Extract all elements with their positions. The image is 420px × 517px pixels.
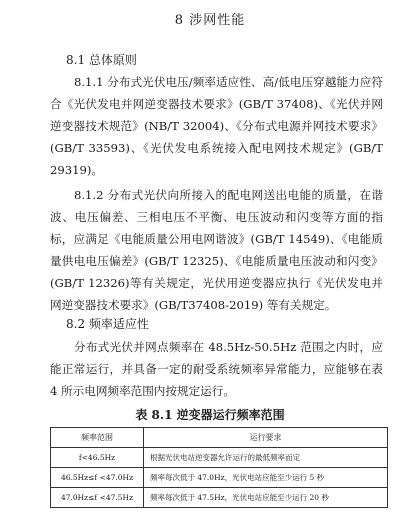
chapter-title: 8 涉网性能 [174, 13, 246, 28]
cell-frequency-range: 47.0Hz≤f <47.5Hz [51, 488, 144, 508]
cell-requirement: 频率每次低于 47.0Hz，光伏电站应能至少运行 5 秒 [144, 468, 388, 488]
cell-requirement: 频率每次低于 47.5Hz，光伏电站应能至少运行 20 秒 [144, 488, 388, 508]
table-header-row [51, 428, 388, 448]
table-row [51, 468, 388, 488]
paragraph-8-1-2: 8.1.2 分布式光伏向所接入的配电网送出电能的质量，在谐波、电压偏差、三相电压不平衡、电压波动和闪变等方面的指标，应满足《电能质量公用电网谐波》(GB/T 14549)、《电能质量供电电压偏差》(GB/T 12325)、《电能质量电压波动和闪变》(GB/T 12326)等有关规定，光伏用逆变器应执行《光伏发电并网逆变器技术要求》(GB/T37408-2019) 等有关规定。 [50, 188, 383, 312]
section-8-2-body [50, 336, 383, 402]
cell-frequency-range: f<46.5Hz [51, 448, 144, 468]
paragraph-8-2: 分布式光伏并网点频率在 48.5Hz-50.5Hz 范围之内时，应能正常运行，并具备一定的耐受系统频率异常能力，应能够在表 4 所示电网频率范围内按规定运行。 [50, 340, 383, 398]
section-heading-8-1: 8.1 总体原则 [66, 53, 137, 67]
table-row [51, 488, 388, 508]
cell-requirement: 根据光伏电站逆变器允许运行的最低频率而定 [144, 448, 388, 468]
cell-frequency-range: 46.5Hz≤f <47.0Hz [51, 468, 144, 488]
header-operation-requirement: 运行要求 [144, 428, 388, 448]
header-frequency-range: 频率范围 [51, 428, 144, 448]
table-caption: 表 8.1 逆变器运行频率范围 [135, 408, 285, 422]
table-row [51, 448, 388, 468]
frequency-range-table [50, 427, 388, 508]
section-8-1-body [50, 71, 383, 316]
paragraph-8-1-1: 8.1.1 分布式光伏电压/频率适应性、高/低电压穿越能力应符合《光伏发电并网逆变器技术要求》(GB/T 37408)、《光伏并网逆变器技术规范》(NB/T 32004)、《分布式电源并网技术要求》(GB/T 33593)、《光伏发电系统接入配电网技术规定》(GB/T 29319)。 [50, 75, 383, 177]
section-heading-8-2: 8.2 频率适应性 [66, 317, 149, 331]
